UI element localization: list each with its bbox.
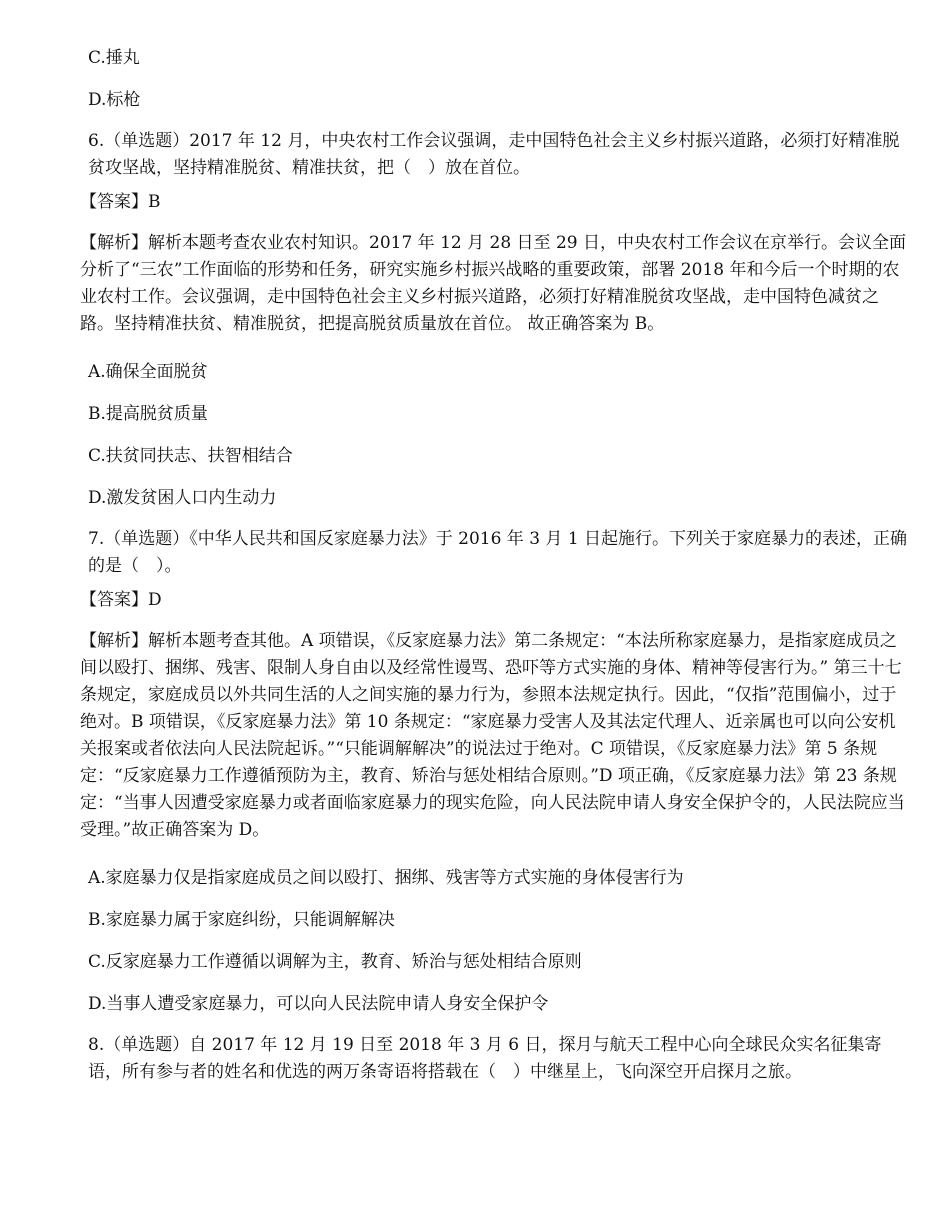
question-6-option-c: C.扶贫同扶志、扶智相结合 (88, 446, 293, 466)
question-7-text: 7.（单选题）《中华人民共和国反家庭暴力法》于 2016 年 3 月 1 日起施行。下列关于家庭暴力的表述，正确的是（ ）。 (88, 529, 908, 576)
prev-option-d: D.标枪 (88, 90, 141, 110)
question-7-option-b: B.家庭暴力属于家庭纠纷，只能调解解决 (88, 910, 395, 930)
prev-option-c: C.捶丸 (88, 48, 140, 68)
question-7-option-a: A.家庭暴力仅是指家庭成员之间以殴打、捆绑、残害等方式实施的身体侵害行为 (88, 868, 684, 888)
question-6-answer: 【答案】B (80, 192, 161, 212)
question-6-option-a: A.确保全面脱贫 (88, 362, 208, 382)
question-6-option-d: D.激发贫困人口内生动力 (88, 488, 277, 508)
question-7-option-c: C.反家庭暴力工作遵循以调解为主，教育、矫治与惩处相结合原则 (88, 952, 582, 972)
question-6-text: 6.（单选题）2017 年 12 月，中央农村工作会议强调，走中国特色社会主义乡村振兴道路，必须打好精准脱贫攻坚战，坚持精准脱贫、精准扶贫，把（ ）放在首位。 (88, 131, 900, 178)
question-6-option-b: B.提高脱贫质量 (88, 404, 208, 424)
question-7-option-d: D.当事人遭受家庭暴力，可以向人民法院申请人身安全保护令 (88, 994, 549, 1014)
question-7-answer: 【答案】D (80, 590, 162, 610)
question-7-explanation: 【解析】解析本题考查其他。A 项错误，《反家庭暴力法》第二条规定：“本法所称家庭暴力，是指家庭成员之间以殴打、捆绑、残害、限制人身自由以及经常性谩骂、恐吓等方式实施的身体、精神等侵害行为。” 第三十七条规定，家庭成员以外共同生活的人之间实施的暴力行为，参照本法规定执行。因此，“仅指”范围偏小，过于绝对。B 项错误，《反家庭暴力法》第 10 条规定：“家庭暴力受害人及其法定代理人、近亲属也可以向公安机关报案或者依法向人民法院起诉。”“只能调解解决”的说法过于绝对。C 项错误，《反家庭暴力法》第 5 条规定：“反家庭暴力工作遵循预防为主，教育、矫治与惩处相结合原则。”D 项正确，《反家庭暴力法》第 23 条规定：“当事人因遭受家庭暴力或者面临家庭暴力的现实危险，向人民法院申请人身安全保护令的，人民法院应当受理。”故正确答案为 D。 (80, 631, 905, 840)
question-6-explanation: 【解析】解析本题考查农业农村知识。2017 年 12 月 28 日至 29 日，中央农村工作会议在京举行。会议全面分析了“三农”工作面临的形势和任务，研究实施乡村振兴战略的重要政策，部署 2018 年和今后一个时期的农业农村工作。会议强调，走中国特色社会主义乡村振兴道路，必须打好精准脱贫攻坚战，走中国特色减贫之路。坚持精准扶贫、精准脱贫，把提高脱贫质量放在首位。 故正确答案为 B。 (80, 233, 906, 334)
question-8-text: 8.（单选题）自 2017 年 12 月 19 日至 2018 年 3 月 6 日，探月与航天工程中心向全球民众实名征集寄语，所有参与者的姓名和优选的两万条寄语将搭载在（ ）中继星上，飞向深空开启探月之旅。 (88, 1035, 882, 1082)
document-page (80, 44, 908, 1086)
